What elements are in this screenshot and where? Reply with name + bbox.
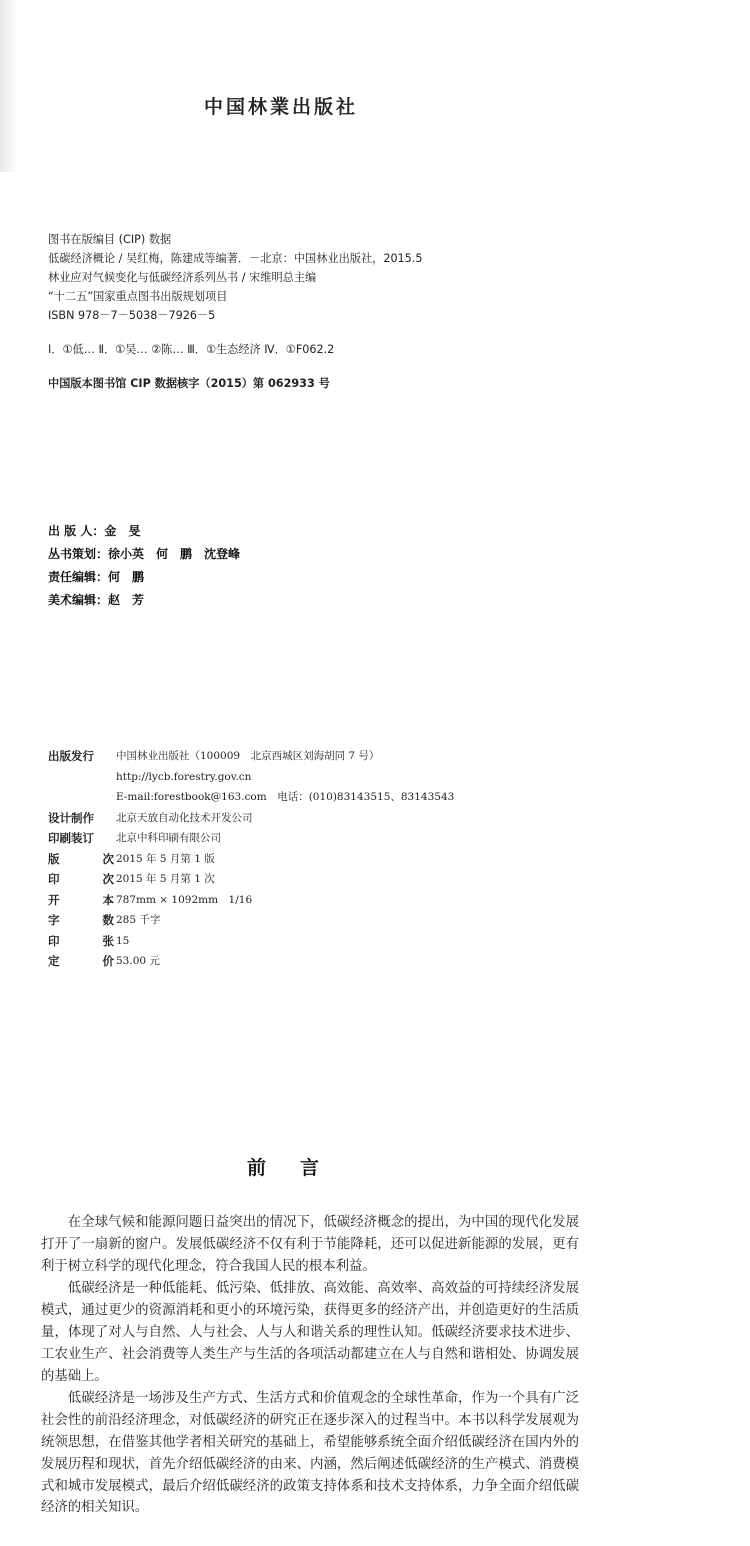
preface-paragraph: 低碳经济是一场涉及生产方式、生活方式和价值观念的全球性革命，作为一个具有广泛社会性的前沿经济理念，对低碳经济的研究正在逐步深入的过程当中。本书以科学发展观为统领思想，在借鉴其他学者相关研究的基础上，希望能够系统全面介绍低碳经济在国内外的发展历程和现状，首先介绍低碳经济的由来、内涵，然后阐述低碳经济的生产模式、消费模式和城市发展模式，最后介绍低碳经济的政策支持体系和技术支持体系，力争全面介绍低碳经济的相关知识。 (41, 1391, 579, 1516)
pubinfo-key (48, 787, 116, 808)
pubinfo-value: 15 (116, 934, 130, 947)
pubinfo-row (48, 746, 454, 767)
pubinfo-key: 设计制作 (48, 810, 94, 825)
pubinfo-key (48, 931, 116, 952)
pubinfo-key-char: 本 (102, 892, 114, 907)
pubinfo-row (48, 828, 454, 849)
cip-line: 低碳经济概论 / 吴红梅，陈建成等编著．－北京：中国林业出版社，2015.5 (48, 252, 423, 265)
pubinfo-key-char: 版 (48, 851, 60, 866)
cip-data-block (48, 230, 422, 393)
page-edge-shadow (0, 0, 18, 172)
pubinfo-value: 2015 年 5 月第 1 次 (116, 873, 215, 885)
pubinfo-key-char: 印 (48, 933, 60, 948)
pubinfo-value: 53.00 元 (116, 955, 160, 967)
preface-body (41, 1212, 579, 1520)
preface-title: 前言 (246, 1157, 353, 1179)
pubinfo-row (48, 869, 454, 890)
pubinfo-key (48, 849, 116, 870)
staff-series-planner: 丛书策划：徐小英 何 鹏 沈登峰 (48, 547, 241, 561)
cip-isbn: ISBN 978－7－5038－7926－5 (48, 309, 216, 322)
pubinfo-row (48, 931, 454, 952)
preface-paragraph: 在全球气候和能源问题日益突出的情况下，低碳经济概念的提出，为中国的现代化发展打开了一扇新的窗户。发展低碳经济不仅有利于节能降耗，还可以促进新能源的发展，更有利于树立科学的现代化理念，符合我国人民的根本利益。 (41, 1215, 579, 1274)
pubinfo-row (48, 951, 454, 972)
pubinfo-key (48, 890, 116, 911)
pubinfo-value: 北京中科印刷有限公司 (116, 832, 221, 844)
pubinfo-key-char: 定 (48, 954, 60, 968)
cip-header: 图书在版编目 (CIP) 数据 (48, 233, 172, 246)
publication-info (48, 746, 454, 972)
pubinfo-key-char: 字 (48, 913, 60, 927)
pubinfo-key-char: 开 (48, 892, 60, 907)
pubinfo-key-char: 价 (102, 954, 114, 968)
pubinfo-key (48, 767, 116, 788)
pubinfo-value: 787mm × 1092mm 1/16 (116, 893, 253, 906)
pubinfo-key-char: 数 (102, 913, 114, 927)
website-link: http://lycb.forestry.gov.cn (116, 770, 252, 783)
pubinfo-key (48, 951, 116, 972)
pubinfo-row (48, 890, 454, 911)
staff-credits (48, 520, 240, 612)
pubinfo-key-char: 次 (102, 851, 114, 866)
preface-paragraph: 低碳经济是一种低能耗、低污染、低排放、高效能、高效率、高效益的可持续经济发展模式，通过更少的资源消耗和更小的环境污染，获得更多的经济产出，并创造更好的生活质量，体现了对人与自然、人与社会、人与人和谐关系的理性认知。低碳经济要求技术进步、工农业生产、社会消费等人类生产与生活的各项活动都建立在人与自然和谐相处、协调发展的基础上。 (41, 1281, 579, 1384)
publisher-logo: 中国林業出版社 (204, 96, 359, 118)
pubinfo-key: 出版发行 (48, 749, 94, 763)
staff-publisher: 出 版 人：金 旻 (48, 524, 141, 538)
pubinfo-row (48, 849, 454, 870)
pubinfo-value: 285 千字 (116, 914, 161, 926)
pubinfo-key (48, 910, 116, 931)
pubinfo-key-char: 次 (102, 872, 114, 886)
staff-art-editor: 美术编辑：赵 芳 (48, 593, 145, 607)
cip-line: “十二五”国家重点图书出版规划项目 (48, 290, 228, 303)
cip-classification: Ⅰ．①低… Ⅱ．①吴… ②陈… Ⅲ．①生态经济 Ⅳ．①F062.2 (48, 343, 335, 356)
pubinfo-value: 2015 年 5 月第 1 版 (116, 852, 215, 865)
cip-line: 林业应对气候变化与低碳经济系列丛书 / 宋维明总主编 (48, 271, 317, 284)
pubinfo-key-char: 张 (102, 933, 114, 948)
pubinfo-row (48, 808, 454, 829)
cip-record-number: 中国版本图书馆 CIP 数据核字（2015）第 062933 号 (48, 377, 330, 390)
contact-email-phone: E-mail:forestbook@163.com 电话：(010)83143515、83143543 (116, 791, 455, 803)
pubinfo-row (48, 787, 454, 808)
pubinfo-row (48, 767, 454, 788)
pubinfo-value: 北京天放自动化技术开发公司 (116, 811, 253, 824)
pubinfo-key-char: 印 (48, 872, 60, 886)
pubinfo-row (48, 910, 454, 931)
pubinfo-key: 印刷装订 (48, 831, 94, 845)
pubinfo-value: 中国林业出版社（100009 北京西城区刘海胡同 7 号） (116, 750, 380, 762)
pubinfo-key (48, 869, 116, 890)
staff-editor: 责任编辑：何 鹏 (48, 570, 145, 584)
